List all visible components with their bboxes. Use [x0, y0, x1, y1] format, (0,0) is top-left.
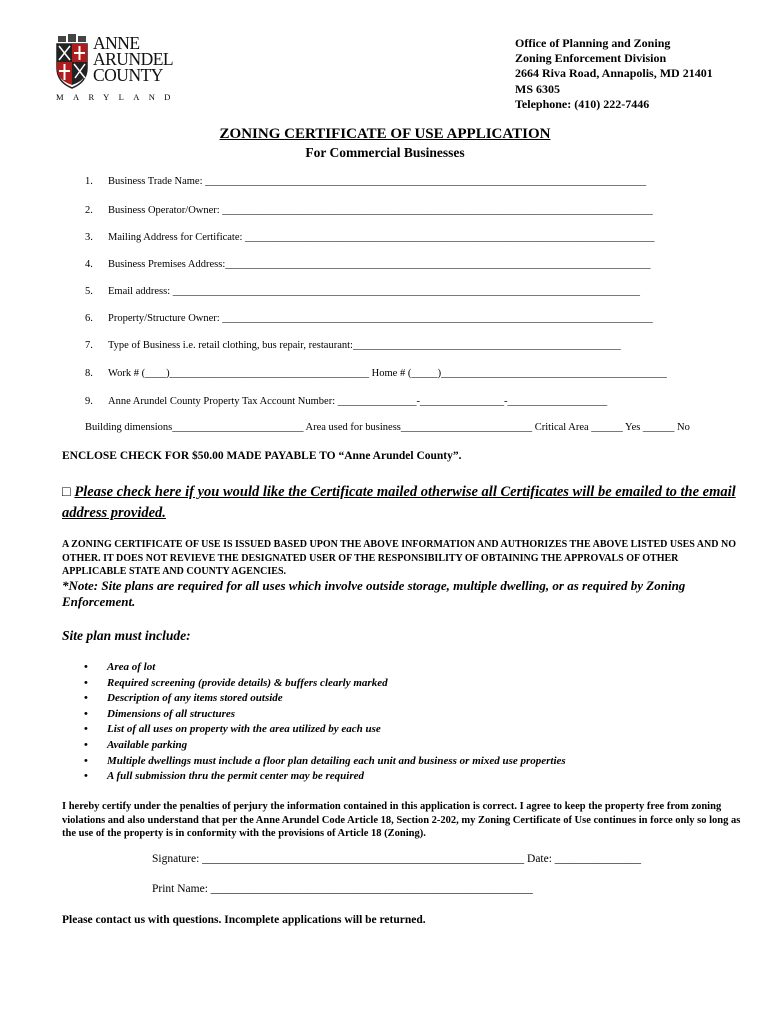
list-item: [80, 754, 566, 770]
field-label: Property/Structure Owner: __________________________________________________________________________________: [108, 313, 653, 324]
field-number: 5.: [85, 286, 93, 297]
field-number: 7.: [85, 340, 93, 351]
county-logo: [55, 33, 180, 102]
bullet-icon: •: [84, 723, 88, 736]
office-line: Office of Planning and Zoning: [515, 36, 671, 50]
office-line: Telephone: (410) 222-7446: [515, 96, 650, 111]
list-item-text: Available parking: [107, 738, 188, 751]
field-phone-numbers[interactable]: [0, 368, 770, 382]
bullet-icon: •: [84, 692, 88, 705]
list-item: [80, 738, 566, 754]
list-item-text: Required screening (provide details) & buffers clearly marked: [107, 676, 388, 689]
field-number: 6.: [85, 313, 93, 324]
list-item: [80, 660, 566, 676]
field-label: Work # (____)______________________________________ Home # (_____)___________________________________________: [108, 368, 667, 379]
field-label: Business Operator/Owner: __________________________________________________________________________________: [108, 205, 653, 216]
field-business-operator[interactable]: [0, 205, 770, 219]
office-line: Zoning Enforcement Division: [515, 51, 667, 66]
field-label: Business Trade Name: ____________________________________________________________________________________: [108, 176, 647, 187]
logo-word-arundel: ARUNDEL: [93, 49, 174, 69]
logo-word-anne: ANNE: [93, 33, 140, 53]
list-item-text: Multiple dwellings must include a floor plan detailing each unit and business or mixed use properties: [107, 754, 566, 767]
field-label: Email address: _________________________________________________________________________________________: [108, 286, 640, 297]
field-number: 2.: [85, 205, 93, 216]
bullet-icon: •: [84, 661, 88, 673]
site-plan-note: *Note: Site plans are required for all uses which involve outside storage, multiple dwelling, or as required by Zoning Enforcement.: [62, 578, 686, 609]
list-item: [80, 691, 566, 707]
list-item: [80, 676, 566, 692]
field-label: Anne Arundel County Property Tax Account Number: _______________-________________-___________________: [108, 396, 608, 407]
field-number: 1.: [85, 176, 93, 187]
print-name-field[interactable]: Print Name: ________________________________________________________: [152, 883, 533, 895]
field-number: 3.: [85, 232, 93, 243]
list-item-text: List of all uses on property with the area utilized by each use: [107, 723, 381, 736]
bullet-icon: •: [84, 738, 88, 751]
enclose-check-notice: ENCLOSE CHECK FOR $50.00 MADE PAYABLE TO “Anne Arundel County”.: [62, 450, 462, 462]
logo-state: MARYLAND: [56, 92, 180, 102]
field-label: Type of Business i.e. retail clothing, bus repair, restaurant:___________________________________________________: [108, 340, 621, 351]
field-number: 4.: [85, 259, 93, 270]
field-building-dimensions[interactable]: Building dimensions_________________________ Area used for business_________________________ Critical Area ______ Yes ______ No: [85, 422, 690, 433]
field-business-type[interactable]: [0, 340, 770, 354]
mail-certificate-option[interactable]: [62, 482, 742, 524]
site-plan-heading: Site plan must include:: [62, 628, 191, 643]
issuance-notice: A ZONING CERTIFICATE OF USE IS ISSUED BASED UPON THE ABOVE INFORMATION AND AUTHORIZES THE ABOVE LISTED USES AND NO OTHER. IT DOES NOT REVIEVE THE DESIGNATED USER OF THE RESPONSIBILITY OF OBTAINING THE APPROVALS OF OTHER APPLICABLE STATE AND COUNTY AGENCIES.: [62, 539, 736, 577]
field-number: 9.: [85, 396, 93, 407]
field-email-address[interactable]: [0, 286, 770, 300]
contact-notice: Please contact us with questions. Incomplete applications will be returned.: [62, 914, 426, 926]
mail-option-label: Please check here if you would like the Certificate mailed otherwise all Certificates will be emailed to the email address provided.: [62, 484, 736, 521]
office-line: MS 6305: [515, 81, 560, 96]
bullet-icon: •: [84, 676, 88, 689]
page-subtitle: For Commercial Businesses: [305, 145, 465, 160]
site-plan-requirements-list: [80, 660, 566, 785]
bullet-icon: •: [84, 770, 88, 783]
field-label: Mailing Address for Certificate: ______________________________________________________________________________: [108, 232, 655, 243]
list-item-text: Area of lot: [107, 661, 156, 673]
list-item: [80, 722, 566, 738]
field-number: 8.: [85, 368, 93, 379]
list-item: [80, 707, 566, 723]
office-line: 2664 Riva Road, Annapolis, MD 21401: [515, 66, 713, 81]
field-mailing-address[interactable]: [0, 232, 770, 246]
office-address-block: [515, 36, 713, 112]
maryland-flag-seal-icon: [55, 34, 89, 90]
list-item-text: Description of any items stored outside: [107, 692, 283, 705]
field-business-trade-name[interactable]: [0, 176, 770, 190]
field-property-owner[interactable]: [0, 313, 770, 327]
logo-word-county: COUNTY: [93, 65, 163, 85]
certification-statement: I hereby certify under the penalties of perjury the information contained in this application is correct. I agree to keep the property free from zoning violations and also understand that per the Anne Arundel Code Article 18, Section 2-202, my Zoning Certificate of Use continues in force only so long as the use of the property is in conformity with the provisions of Article 18 (Zoning).: [62, 801, 741, 839]
signature-date-field[interactable]: Signature: ________________________________________________________ Date: _______________: [152, 853, 642, 865]
list-item-text: Dimensions of all structures: [107, 707, 236, 720]
list-item: [80, 769, 566, 785]
field-label: Business Premises Address:_________________________________________________________________________________: [108, 259, 651, 270]
bullet-icon: •: [84, 754, 88, 767]
field-premises-address[interactable]: [0, 259, 770, 273]
page-title: ZONING CERTIFICATE OF USE APPLICATION: [219, 126, 551, 142]
list-item-text: A full submission thru the permit center may be required: [107, 770, 365, 783]
checkbox-icon[interactable]: □: [62, 484, 71, 500]
bullet-icon: •: [84, 707, 88, 720]
field-tax-account-number[interactable]: [0, 396, 770, 410]
